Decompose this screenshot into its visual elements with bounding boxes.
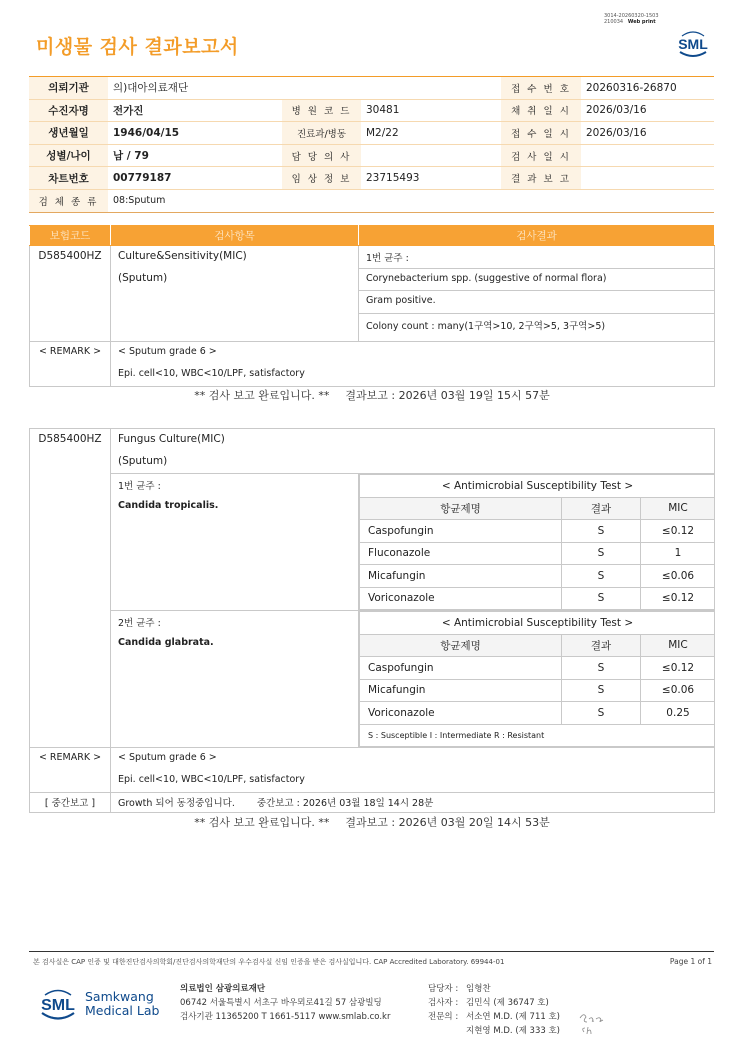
remark-line: Epi. cell<10, WBC<10/LPF, satisfactory (111, 770, 715, 793)
ast-title: < Antimicrobial Susceptibility Test > (360, 612, 715, 635)
collect-date-value: 2026/03/16 (581, 99, 714, 122)
ast-row (360, 565, 715, 588)
specimen-label: 검 체 종 류 (29, 189, 108, 212)
collect-date-label: 채 취 일 시 (501, 99, 581, 122)
strain2-label: 2번 균주 : (111, 611, 359, 634)
ast-row (360, 587, 715, 610)
test-item: Fungus Culture(MIC) (111, 429, 715, 452)
mic-value: ≤0.06 (641, 565, 715, 588)
test-item: Culture&Sensitivity(MIC) (111, 246, 359, 269)
page-title: 미생물 검사 결과보고서 (36, 36, 239, 58)
ast-title: < Antimicrobial Susceptibility Test > (360, 475, 715, 498)
lab-name: Samkwang Medical Lab (85, 989, 160, 1018)
clinical-info-value: 23715493 (361, 167, 501, 190)
col-insurance-code: 보험코드 (30, 226, 111, 246)
mic-value: 0.25 (641, 702, 715, 725)
remark-line: Epi. cell<10, WBC<10/LPF, satisfactory (111, 364, 715, 387)
strain2-organism: Candida glabrata. (111, 633, 359, 656)
remark-line: < Sputum grade 6 > (111, 748, 715, 771)
report-value (581, 167, 714, 190)
specimen-type: (Sputum) (111, 451, 715, 474)
interim-report: Growth 되어 동정중입니다. 중간보고 : 2026년 03월 18일 14시 28분 (111, 793, 715, 813)
clinical-info-label: 임 상 정 보 (282, 167, 361, 190)
gram-result: Gram positive. (359, 291, 715, 314)
ast-row (360, 542, 715, 565)
report-complete-2: ** 검사 보고 완료입니다. ** 결과보고 : 2026년 03월 20일 14시 53분 (194, 816, 550, 829)
remark-line: < Sputum grade 6 > (111, 341, 715, 364)
birth-value: 1946/04/15 (108, 122, 282, 145)
culture-result-table (29, 225, 715, 387)
hospital-code-label: 병 원 코 드 (282, 99, 361, 122)
col-result: 결과 (562, 497, 641, 520)
ast-result: S (562, 679, 641, 702)
signature-icon (576, 1010, 606, 1038)
report-label: 결 과 보 고 (501, 167, 581, 190)
ast-table-strain1 (359, 474, 715, 610)
drug-name: Fluconazole (360, 542, 562, 565)
ast-row (360, 702, 715, 725)
strain-label: 1번 균주 : (359, 246, 715, 269)
birth-label: 생년월일 (29, 122, 108, 145)
drug-name: Voriconazole (360, 587, 562, 610)
insurance-code: D585400HZ (30, 429, 111, 452)
col-test-result: 검사결과 (359, 226, 715, 246)
drug-name: Caspofungin (360, 657, 562, 680)
strain1-label: 1번 균주 : (111, 474, 359, 497)
drug-name: Caspofungin (360, 520, 562, 543)
svg-text:SML: SML (678, 36, 708, 52)
receipt-no-value: 20260316-26870 (581, 77, 714, 100)
receipt-no-label: 접 수 번 호 (501, 77, 581, 100)
sml-logo-icon (674, 26, 712, 62)
col-drug: 항균제명 (360, 634, 562, 657)
institution-label: 의뢰기관 (29, 77, 108, 100)
page-number: Page 1 of 1 (669, 957, 712, 966)
chart-no-label: 차트번호 (29, 167, 108, 190)
test-date-label: 검 사 일 시 (501, 144, 581, 167)
patient-name-label: 수진자명 (29, 99, 108, 122)
remark-label: < REMARK > (30, 341, 111, 364)
ast-result: S (562, 702, 641, 725)
organization-info: 의료법인 삼광의료재단 06742 서울특별시 서초구 바우뫼로41길 57 삼광빌딩 검사기관 11365200 T 1661-5117 www.smlab.co.kr (180, 984, 391, 1022)
accreditation-note: 본 검사실은 CAP 인증 및 대한진단검사의학회/진단검사의학재단의 우수검사실 신임 인증을 받은 검사실입니다. CAP Accredited Laboratory. 69944-01 (33, 958, 505, 966)
remark-label: < REMARK > (30, 748, 111, 771)
mic-value: ≤0.12 (641, 657, 715, 680)
receipt-date-label: 접 수 일 시 (501, 122, 581, 145)
ast-result: S (562, 520, 641, 543)
dept-value: M2/22 (361, 122, 501, 145)
document-code: 3014-20260320-1503 210034 Web print (604, 13, 659, 25)
footer-divider (29, 951, 714, 952)
test-date-value (581, 144, 714, 167)
ast-legend: S : Susceptible I : Intermediate R : Resistant (360, 724, 715, 747)
ast-row (360, 520, 715, 543)
patient-info-table (29, 76, 714, 213)
svg-text:SML: SML (41, 997, 75, 1014)
sml-logo-icon (36, 982, 80, 1026)
insurance-code: D585400HZ (30, 246, 111, 269)
drug-name: Micafungin (360, 565, 562, 588)
staff-info: 담당자 : 임형찬 검사자 : 김민식 (제 36747 호) 전문의 : 서소연 M.D. (제 711 호) 지현영 M.D. (제 333 호) (428, 984, 561, 1036)
colony-count: Colony count : many(1구역>10, 2구역>5, 3구역>5) (359, 313, 715, 341)
chart-no-value: 00779187 (108, 167, 282, 190)
fungus-result-table (29, 428, 715, 813)
interim-label: [ 중간보고 ] (30, 793, 111, 813)
ast-row (360, 679, 715, 702)
hospital-code-value: 30481 (361, 99, 501, 122)
mic-value: ≤0.12 (641, 520, 715, 543)
organism-name: Corynebacterium spp. (suggestive of normal flora) (359, 268, 715, 291)
col-drug: 항균제명 (360, 497, 562, 520)
report-complete-1: ** 검사 보고 완료입니다. ** 결과보고 : 2026년 03월 19일 15시 57분 (194, 389, 550, 402)
doctor-value (361, 144, 501, 167)
sex-age-value: 남 / 79 (108, 144, 282, 167)
col-mic: MIC (641, 634, 715, 657)
sex-age-label: 성별/나이 (29, 144, 108, 167)
specimen-value: 08:Sputum (108, 189, 714, 212)
ast-result: S (562, 587, 641, 610)
drug-name: Voriconazole (360, 702, 562, 725)
col-test-item: 검사항목 (111, 226, 359, 246)
receipt-date-value: 2026/03/16 (581, 122, 714, 145)
ast-table-strain2 (359, 611, 715, 747)
doctor-label: 담 당 의 사 (282, 144, 361, 167)
strain1-organism: Candida tropicalis. (111, 496, 359, 519)
ast-result: S (562, 542, 641, 565)
ast-result: S (562, 657, 641, 680)
mic-value: ≤0.12 (641, 587, 715, 610)
col-mic: MIC (641, 497, 715, 520)
ast-row (360, 657, 715, 680)
ast-result: S (562, 565, 641, 588)
mic-value: ≤0.06 (641, 679, 715, 702)
dept-label: 진료과/병동 (282, 122, 361, 145)
institution-value: 의)대아의료재단 (108, 77, 501, 100)
col-result: 결과 (562, 634, 641, 657)
specimen-type: (Sputum) (111, 268, 359, 291)
patient-name-value: 전가진 (108, 99, 282, 122)
drug-name: Micafungin (360, 679, 562, 702)
mic-value: 1 (641, 542, 715, 565)
